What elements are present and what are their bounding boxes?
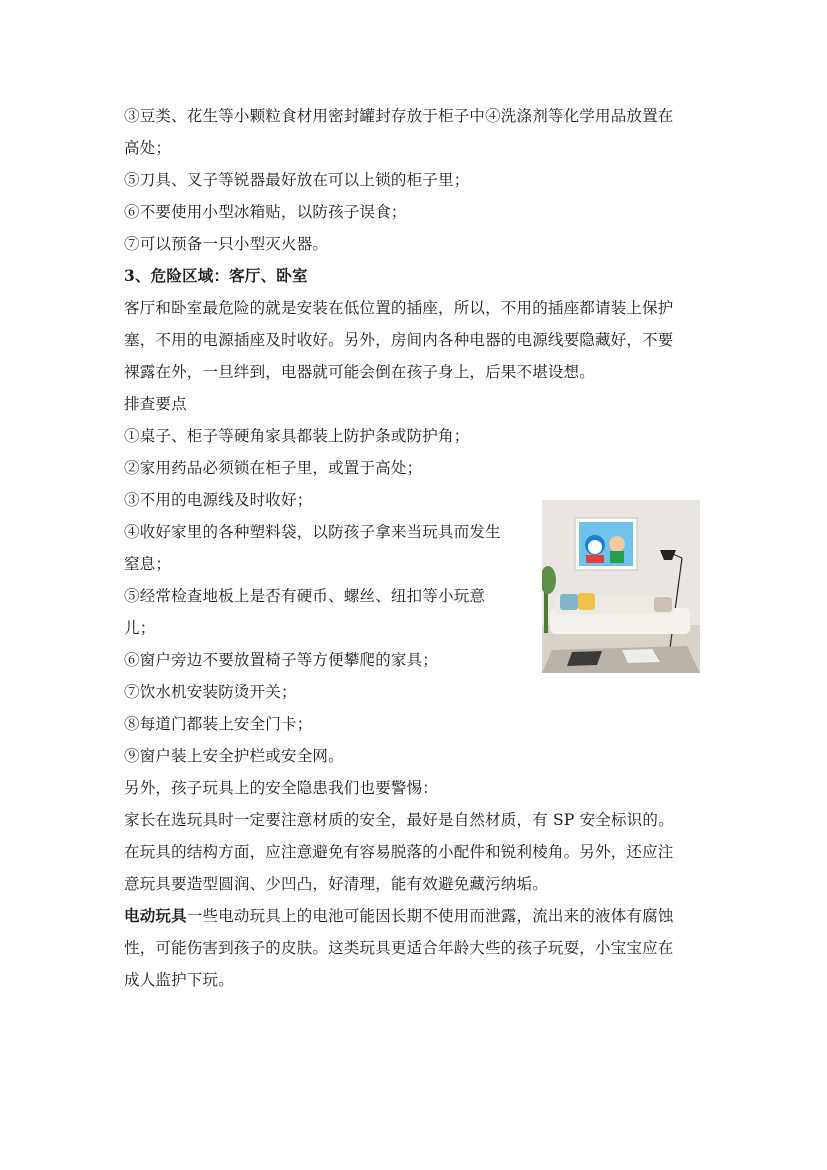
toy-line-2: 在玩具的结构方面，应注意避免有容易脱落的小配件和锐利棱角。另外，还应注	[124, 843, 674, 861]
kitchen-item-7: ⑦可以预备一只小型灭火器。	[124, 235, 329, 253]
check-item-1: ①桌子、柜子等硬角家具都装上防护条或防护角；	[124, 427, 470, 445]
intro-line-1: 客厅和卧室最危险的就是安装在低位置的插座，所以，不用的插座都请装上保护	[124, 299, 674, 317]
check-item-6: ⑥窗户旁边不要放置椅子等方便攀爬的家具；	[124, 651, 439, 669]
checklist-title: 排查要点	[124, 395, 187, 413]
electric-line-2: 性，可能伤害到孩子的皮肤。这类玩具更适合年龄大些的孩子玩耍，小宝宝应在	[124, 939, 674, 957]
section-heading: 3、危险区域：客厅、卧室	[124, 266, 308, 285]
kitchen-item-6: ⑥不要使用小型冰箱贴，以防孩子误食；	[124, 203, 407, 221]
toy-line-1: 家长在选玩具时一定要注意材质的安全，最好是自然材质，有 SP 安全标识的。	[124, 811, 674, 829]
kitchen-item-4-cont: 高处；	[124, 139, 172, 157]
electric-toy-label: 电动玩具	[124, 906, 187, 925]
check-item-5: ⑤经常检查地板上是否有硬币、螺丝、纽扣等小玩意	[124, 587, 486, 605]
toy-line-3: 意玩具要造型圆润、少凹凸，好清理，能有效避免藏污纳垢。	[124, 875, 548, 893]
kitchen-item-3-4: ③豆类、花生等小颗粒食材用密封罐封存放于柜子中④洗涤剂等化学用品放置在	[124, 107, 674, 125]
kitchen-item-5: ⑤刀具、叉子等锐器最好放在可以上锁的柜子里；	[124, 171, 470, 189]
check-item-5-cont: 儿；	[124, 619, 156, 637]
intro-line-2: 塞，不用的电源插座及时收好。另外，房间内各种电器的电源线要隐藏好，不要	[124, 331, 674, 349]
rug	[542, 646, 700, 673]
electric-line-1	[124, 900, 704, 932]
check-item-2: ②家用药品必须锁在柜子里，或置于高处；	[124, 459, 423, 477]
check-item-9: ⑨窗户装上安全护栏或安全网。	[124, 747, 344, 765]
electric-line-3: 成人监护下玩。	[124, 971, 234, 989]
living-room-illustration	[542, 500, 700, 673]
intro-line-3: 裸露在外，一旦绊到，电器就可能会倒在孩子身上，后果不堪设想。	[124, 363, 596, 381]
check-item-3: ③不用的电源线及时收好；	[124, 491, 313, 509]
electric-text-1: 一些电动玩具上的电池可能因长期不使用而泄露，流出来的液体有腐蚀	[186, 907, 674, 925]
check-item-8: ⑧每道门都装上安全门卡；	[124, 715, 313, 733]
check-item-7: ⑦饮水机安装防烫开关；	[124, 683, 297, 701]
check-item-4: ④收好家里的各种塑料袋，以防孩子拿来当玩具而发生	[124, 523, 501, 541]
living-room-photo	[542, 500, 700, 673]
check-item-4-cont: 窒息；	[124, 555, 172, 573]
toy-intro: 另外，孩子玩具上的安全隐患我们也要警惕：	[124, 779, 439, 797]
